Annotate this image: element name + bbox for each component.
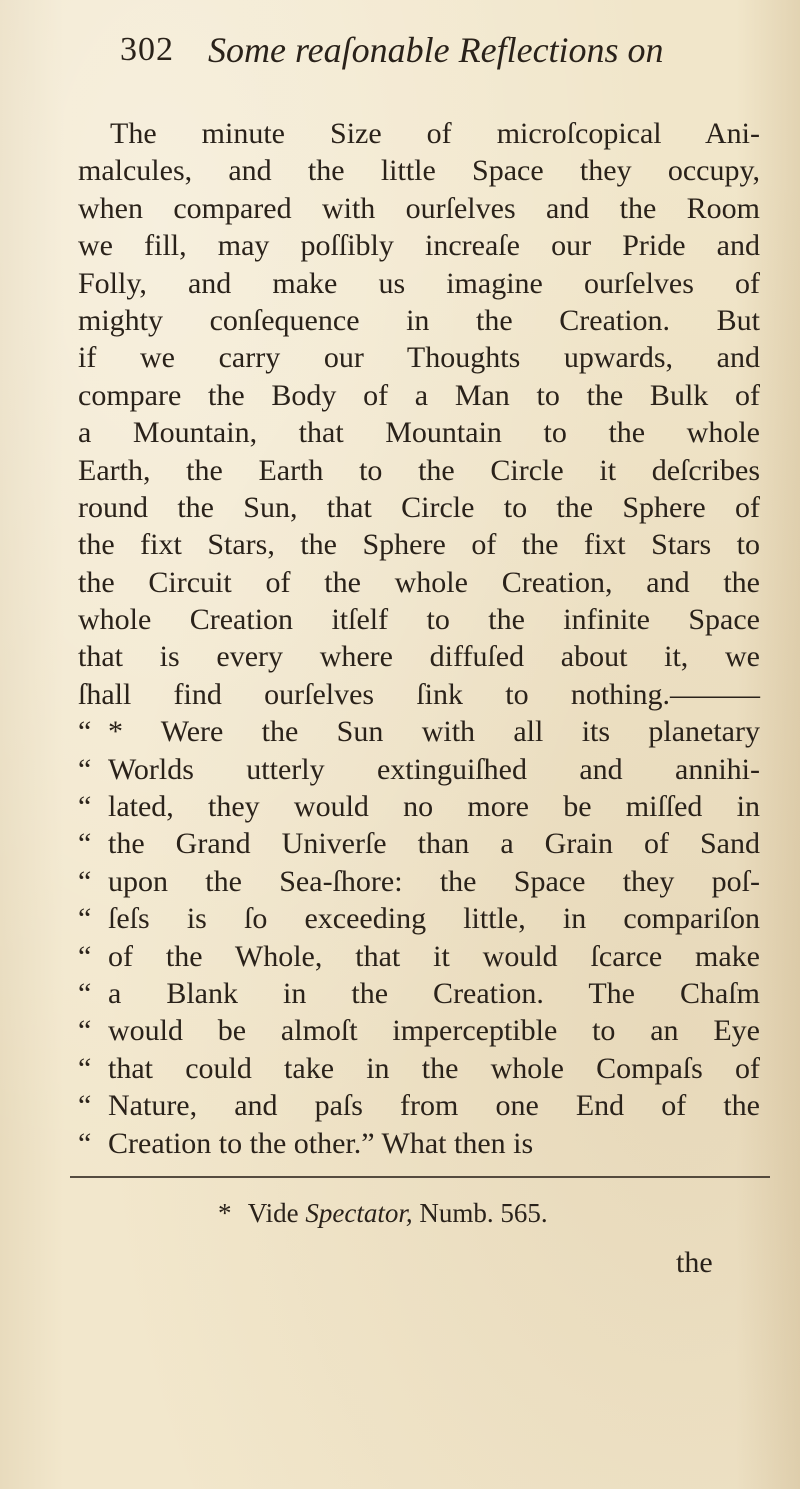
text-line [78,115,760,152]
line-text: that is every where diffuſed about it, we [78,640,760,674]
text-line [78,863,760,900]
text-line [78,676,760,713]
text-line [78,190,760,227]
quote-mark: “ [78,902,92,936]
line-text: ſhall find ourſelves ſink to nothing.——— [78,677,760,711]
line-text: a Blank in the Creation. The Chaſm [108,976,760,1010]
text-line [78,825,760,862]
line-text: lated, they would no more be miſſed in [108,790,760,824]
line-text: the Circuit of the whole Creation, and the [78,565,760,599]
text-line [78,788,760,825]
footnote-rule [70,1176,770,1178]
quote-mark: “ [78,864,92,898]
line-text: Creation to the other.” What then is [108,1126,534,1160]
line-text: Earth, the Earth to the Circle it deſcribes [78,453,760,487]
footnote-ref: Numb. 565. [419,1198,548,1228]
line-text: Worlds utterly extinguiſhed and annihi- [108,752,760,786]
text-line [78,414,760,451]
line-text: would be almoſt imperceptible to an Eye [108,1014,760,1048]
text-line [78,302,760,339]
body-text [78,115,760,1162]
line-text: that could take in the whole Compaſs of [108,1051,760,1085]
footnote-vide: Vide [247,1198,299,1228]
text-line [78,1087,760,1124]
footnote [218,1198,548,1229]
quote-mark: “ [78,1126,92,1160]
text-line [78,377,760,414]
quote-mark: “ [78,939,92,973]
quote-mark: “ [78,827,92,861]
line-text: the Grand Univerſe than a Grain of Sand [108,827,760,861]
text-line [78,489,760,526]
quote-mark: “ [78,1089,92,1123]
footnote-marker: * [218,1198,232,1228]
text-line [78,452,760,489]
text-line [78,1125,760,1162]
text-line [78,900,760,937]
text-line [78,152,760,189]
quote-mark: “ [78,790,92,824]
text-line [78,938,760,975]
text-line [78,1012,760,1049]
line-text: ſeſs is ſo exceeding little, in compariſon [108,902,760,936]
text-line [78,601,760,638]
line-text: we fill, may poſſibly increaſe our Pride and [78,229,760,263]
page-header [120,20,740,80]
text-line [78,564,760,601]
quote-mark: “ [78,1051,92,1085]
line-text: The minute Size of microſcopical Ani- [110,117,760,150]
line-text: Folly, and make us imagine ourſelves of [78,266,760,300]
text-line [78,227,760,264]
quote-mark: “ [78,752,92,786]
line-text: if we carry our Thoughts upwards, and [78,341,760,375]
line-text: malcules, and the little Space they occupy, [78,154,760,188]
quote-mark: “ [78,976,92,1010]
text-line [78,638,760,675]
line-text: the fixt Stars, the Sphere of the fixt Stars to [78,528,760,562]
line-text: compare the Body of a Man to the Bulk of [78,378,760,412]
text-line [78,751,760,788]
line-text: upon the Sea-ſhore: the Space they poſ- [108,864,760,898]
line-text: round the Sun, that Circle to the Sphere of [78,490,760,524]
text-line [78,526,760,563]
line-text: whole Creation itſelf to the infinite Space [78,603,760,637]
text-line [78,975,760,1012]
text-line [78,339,760,376]
text-line [78,265,760,302]
line-text: a Mountain, that Mountain to the whole [78,416,760,450]
line-text: when compared with ourſelves and the Room [78,191,760,225]
running-title: Some reaſonable Reflections on [208,30,664,70]
line-text: Nature, and paſs from one End of the [108,1089,760,1123]
line-text: of the Whole, that it would ſcarce make [108,939,760,973]
catchword: the [676,1246,713,1279]
text-line [78,1050,760,1087]
quote-mark: “ [78,1014,92,1048]
text-line [78,713,760,750]
footnote-work: Spectator, [305,1198,413,1228]
quote-mark: “ [78,715,92,749]
page-number: 302 [120,31,174,68]
line-text: * Were the Sun with all its planetary [108,715,760,749]
line-text: mighty conſequence in the Creation. But [78,303,760,337]
